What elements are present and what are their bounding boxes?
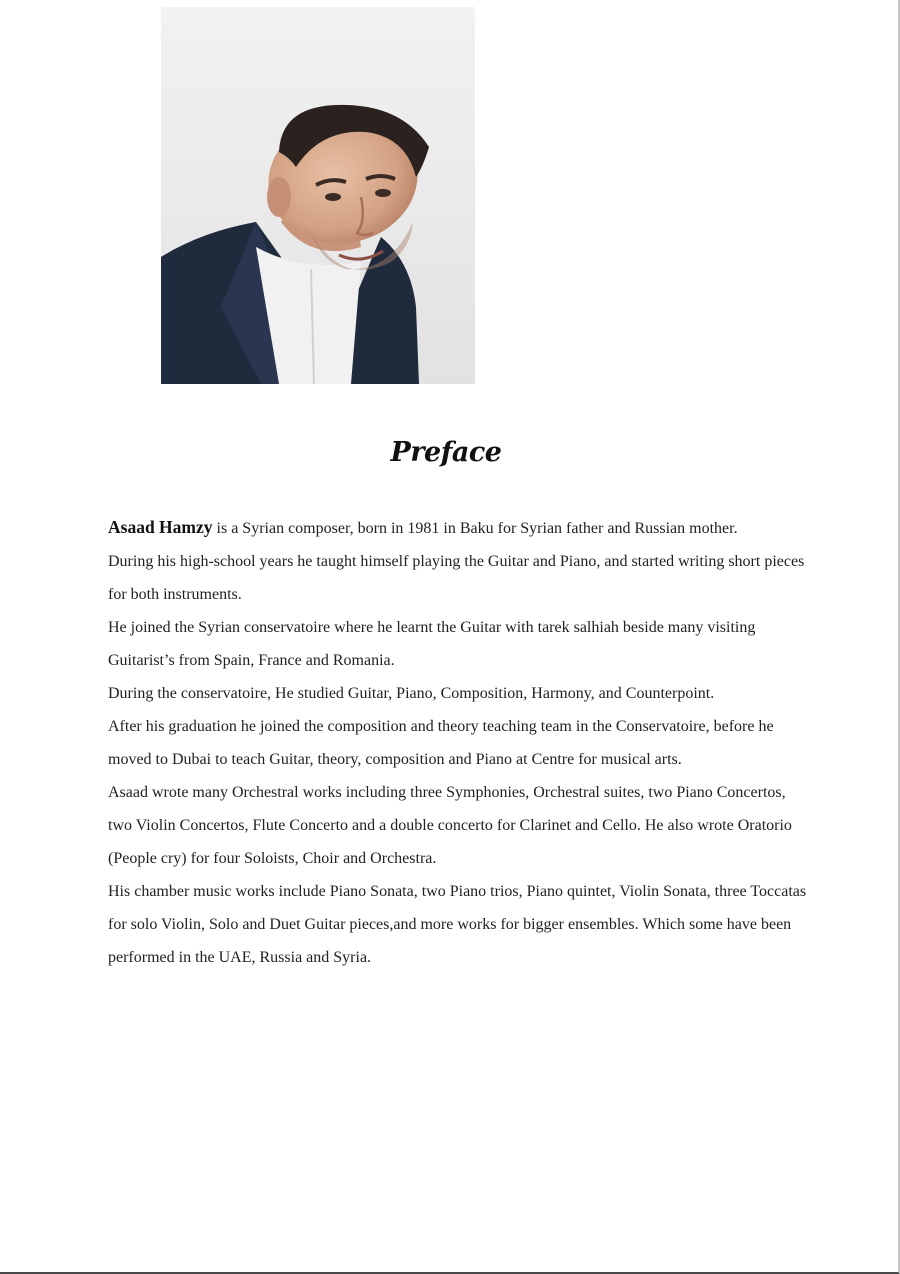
intro-text: is a Syrian composer, born in 1981 in Baku for Syrian father and Russian mother.: [212, 520, 738, 537]
page-title: Preface: [390, 437, 502, 468]
portrait-illustration: [161, 7, 475, 384]
author-photo: [161, 7, 475, 384]
preface-body: [108, 511, 808, 974]
paragraph-high-school: During his high-school years he taught himself playing the Guitar and Piano, and started writing short pieces for both instruments.: [108, 553, 805, 603]
paragraph-teaching: After his graduation he joined the composition and theory teaching team in the Conservatoire, before he moved to Dubai to teach Guitar, theory, composition and Piano at Centre for musical arts.: [108, 718, 774, 768]
paragraph-conservatoire: He joined the Syrian conservatoire where he learnt the Guitar with tarek salhiah beside many visiting Guitarist’s from Spain, France and Romania.: [108, 619, 756, 669]
paragraph-orchestral-works: Asaad wrote many Orchestral works including three Symphonies, Orchestral suites, two Piano Concertos, two Violin Concertos, Flute Concerto and a double concerto for Clarinet and Cello. He also wrote Oratorio (People cry) for four Soloists, Choir and Orchestra.: [108, 784, 792, 867]
composer-name: Asaad Hamzy: [108, 517, 213, 537]
paragraph-chamber-works: His chamber music works include Piano Sonata, two Piano trios, Piano quintet, Violin Sonata, three Toccatas for solo Violin, Solo and Duet Guitar pieces,and more works for bigger ensembles. Which some have been performed in the UAE, Russia and Syria.: [108, 883, 807, 966]
paragraph-studies: During the conservatoire, He studied Guitar, Piano, Composition, Harmony, and Counterpoint.: [108, 685, 715, 702]
intro-paragraph: [108, 511, 808, 545]
